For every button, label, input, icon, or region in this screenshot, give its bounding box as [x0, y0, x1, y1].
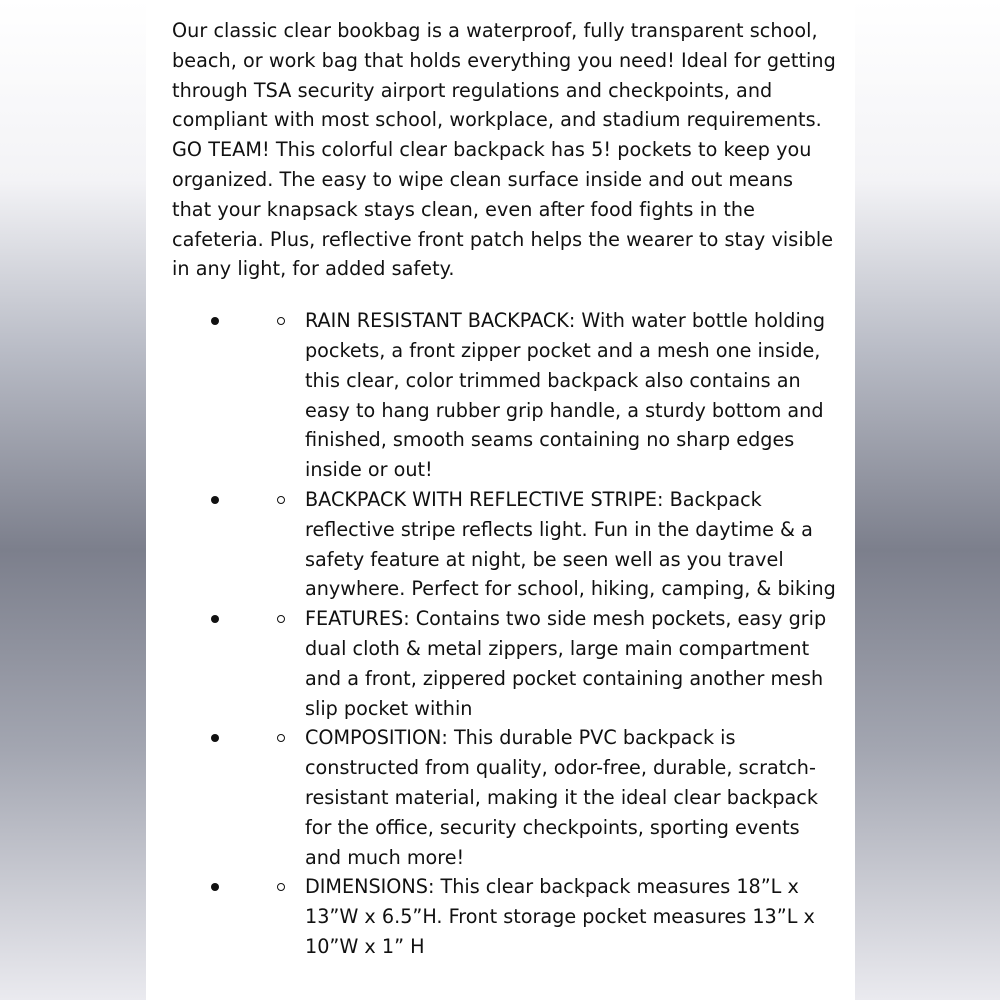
feature-text: FEATURES: Contains two side mesh pockets, easy grip dual cloth & metal zippers, large main compartment and a front, zippered pocket containing another mesh slip pocket within	[305, 607, 827, 720]
feature-text: BACKPACK WITH REFLECTIVE STRIPE: Backpack reflective stripe reflects light. Fun in the daytime & a safety feature at night, be seen well as you travel anywhere. Perfect for school, hiking, camping, & biking	[305, 487, 836, 601]
bullet-disc-icon	[211, 496, 219, 504]
intro-paragraph: Our classic clear bookbag is a waterproof, fully transparent school, beach, or work bag that holds everything you need! Ideal for getting through TSA security airport regulations and checkpoints, and compliant with most school, workplace, and stadium requirements. GO TEAM! This colorful clear backpack has 5! pockets to keep you organized. The easy to wipe clean surface inside and out means that your knapsack stays clean, even after food fights in the cafeteria. Plus, reflective front patch helps the wearer to stay visible in any light, for added safety.	[172, 19, 836, 281]
background-left	[0, 0, 146, 1000]
feature-list	[172, 306, 836, 962]
feature-text: COMPOSITION: This durable PVC backpack is constructed from quality, odor-free, durable, scratch-resistant material, making it the ideal clear backpack for the office, security checkpoints, sporting events and much more!	[305, 726, 818, 869]
feature-text: RAIN RESISTANT BACKPACK: With water bottle holding pockets, a front zipper pocket and a mesh one inside, this clear, color trimmed backpack also contains an easy to hang rubber grip handle, a sturdy bottom and finished, smooth seams containing no sharp edges inside or out!	[305, 309, 826, 482]
bullet-circle-icon	[277, 883, 285, 891]
feature-item-dimensions	[172, 872, 836, 961]
feature-text: DIMENSIONS: This clear backpack measures 18”L x 13”W x 6.5”H. Front storage pocket measures 13”L x 10”W x 1” H	[305, 875, 815, 958]
bullet-disc-icon	[211, 615, 219, 623]
feature-item-features	[172, 604, 836, 723]
bullet-disc-icon	[211, 883, 219, 891]
bullet-circle-icon	[277, 317, 285, 325]
bullet-circle-icon	[277, 496, 285, 504]
description-panel	[146, 0, 855, 1000]
feature-item-reflective-stripe	[172, 485, 836, 604]
feature-item-rain-resistant	[172, 306, 836, 485]
background-right	[855, 0, 1000, 1000]
bullet-disc-icon	[211, 317, 219, 325]
bullet-disc-icon	[211, 734, 219, 742]
bullet-circle-icon	[277, 615, 285, 623]
bullet-circle-icon	[277, 734, 285, 742]
feature-item-composition	[172, 723, 836, 872]
